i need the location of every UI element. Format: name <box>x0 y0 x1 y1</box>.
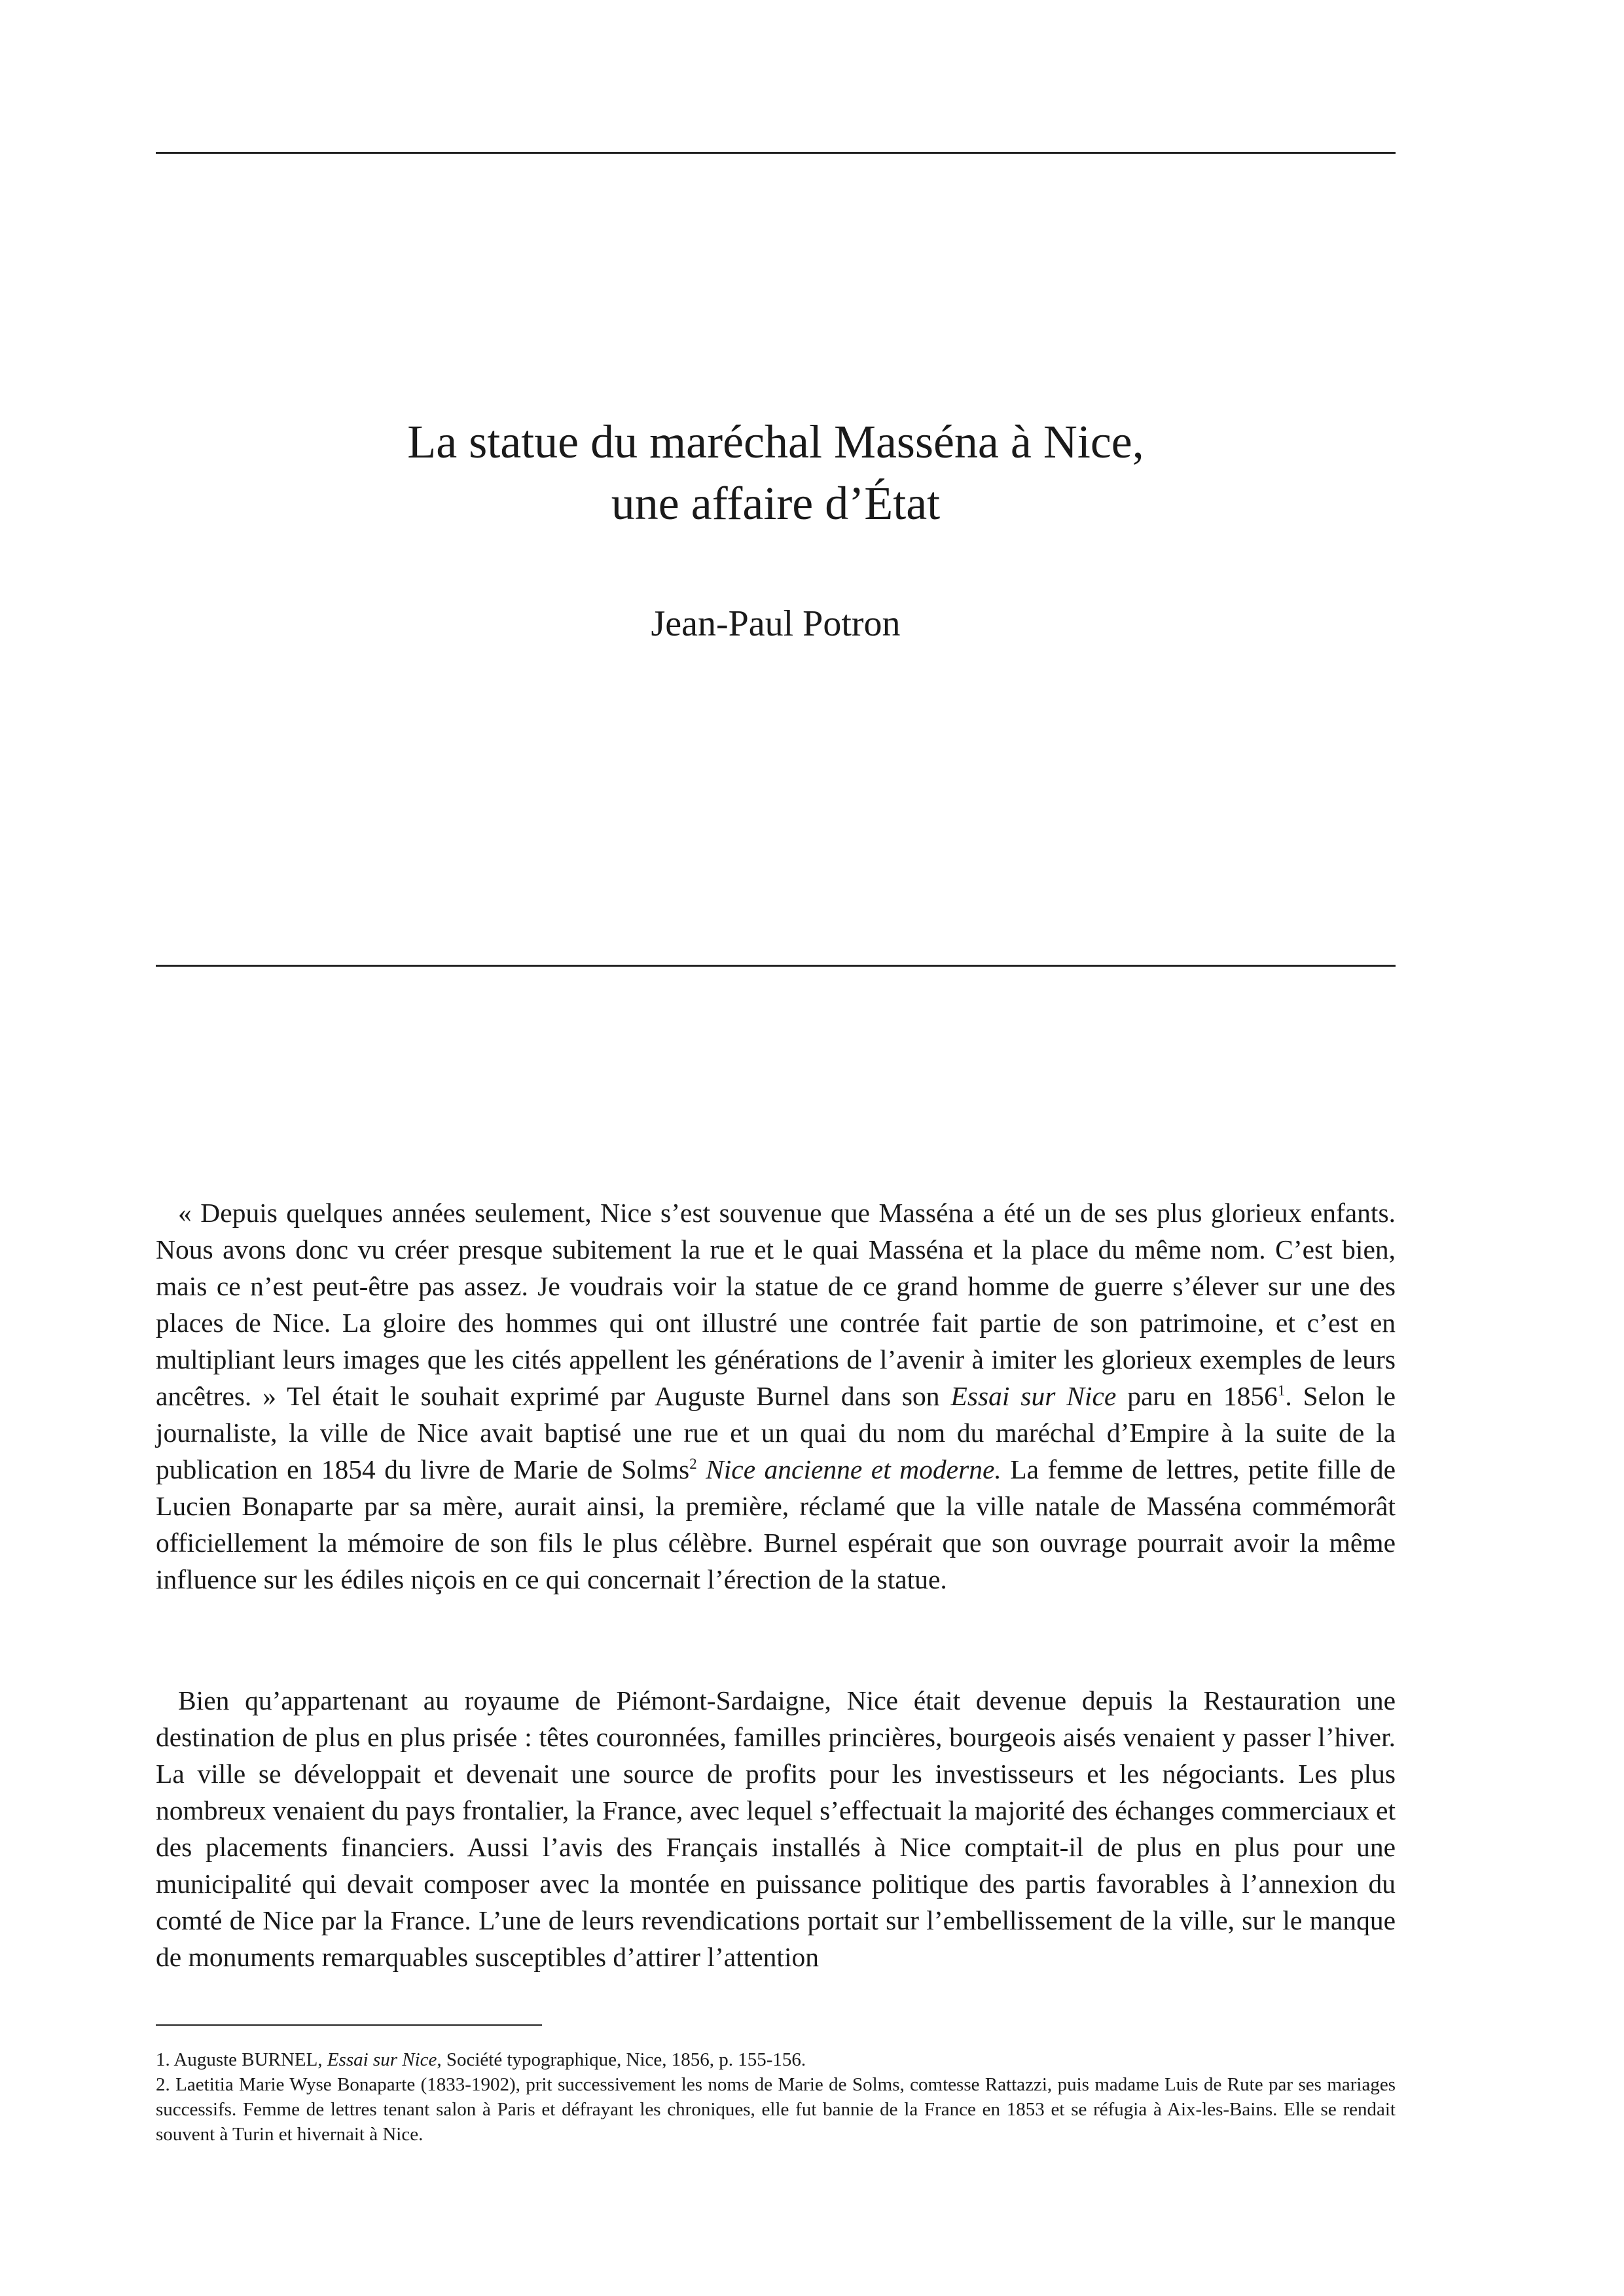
paragraph-1-text-e: La femme de lettres, petite fille de Lucien Bonaparte par sa mère, aurait ainsi, la première, réclamé que la ville natale de Masséna commémorât officiellement la mémoire de son fils le plus célèbre. Burnel espérait que son ouvrage pourrait avoir la même influence sur les édiles niçois en ce qui concernait l’érection de la statue. <box>156 1454 1396 1594</box>
paragraph-1-text-a: « Depuis quelques années seulement, Nice s’est souvenue que Masséna a été un de ses plus glorieux enfants. Nous avons donc vu créer presque subitement la rue et le quai Masséna et la place du même nom. C’est bien, mais ce n’est peut-être pas assez. Je voudrais voir la statue de ce grand homme de guerre s’élever sur une des places de Nice. La gloire des hommes qui ont illustré une contrée fait partie de son patrimoine, et c’est en multipliant leurs images que les cités appellent les générations de l’avenir à imiter les glorieux exemples de leurs ancêtres. » Tel était le souhait exprimé par Auguste Burnel dans son <box>156 1198 1396 1411</box>
article-title <box>156 411 1396 534</box>
footnote-ref-2[interactable]: 2 <box>689 1456 697 1473</box>
footnote-1-text-a: 1. Auguste BURNEL, <box>156 2049 327 2070</box>
paragraph-1-italic-title-b: Nice ancienne et moderne. <box>706 1454 1001 1484</box>
header-rule <box>156 152 1396 154</box>
body-paragraph-1 <box>156 1194 1396 1598</box>
section-rule <box>156 965 1396 967</box>
body-paragraph-2: Bien qu’appartenant au royaume de Piémont-Sardaigne, Nice était devenue depuis la Restauration une destination de plus en plus prisée : têtes couronnées, familles princières, bourgeois aisés venaient y passer l’hiver. La ville se développait et devenait une source de profits pour les investisseurs et les négociants. Les plus nombreux venaient du pays frontalier, la France, avec lequel s’effectuait la majorité des échanges commerciaux et des placements financiers. Aussi l’avis des Français installés à Nice comptait-il de plus en plus pour une municipalité qui devait composer avec la montée en puissance politique des partis favorables à l’annexion du comté de Nice par la France. L’une de leurs revendications portait sur l’embellissement de la ville, sur le manque de monuments remarquables susceptibles d’attirer l’attention <box>156 1685 1396 1972</box>
footnote-1-text-b: , Société typographique, Nice, 1856, p. 155-156. <box>437 2049 806 2070</box>
paragraph-1-text-c: . Selon le journaliste, la ville de Nice avait baptisé une rue et un quai du nom du maréchal d’Empire à la suite de la publication en 1854 du livre de Marie de Solms <box>156 1381 1396 1484</box>
footnote-1 <box>156 2047 1396 2072</box>
footnotes <box>156 2047 1396 2147</box>
footnote-2: 2. Laetitia Marie Wyse Bonaparte (1833-1902), prit successivement les noms de Marie de Solms, comtesse Rattazzi, puis madame Luis de Rute par ses mariages successifs. Femme de lettres tenant salon à Paris et défrayant les chroniques, elle fut bannie de la France en 1853 et se réfugia à Aix-les-Bains. Elle se rendait souvent à Turin et hivernait à Nice. <box>156 2074 1396 2145</box>
title-line-2: une affaire d’État <box>611 477 941 529</box>
paragraph-1-text-d <box>697 1454 706 1484</box>
title-line-1: La statue du maréchal Masséna à Nice, <box>407 416 1144 468</box>
footnote-1-italic-title: Essai sur Nice <box>327 2049 437 2070</box>
author-name: Jean-Paul Potron <box>651 603 901 644</box>
footnote-ref-1[interactable]: 1 <box>1277 1382 1286 1399</box>
paragraph-1-text-b: paru en 1856 <box>1116 1381 1278 1411</box>
footnote-separator <box>156 2024 542 2026</box>
paragraph-1-italic-title-a: Essai sur Nice <box>950 1381 1117 1411</box>
